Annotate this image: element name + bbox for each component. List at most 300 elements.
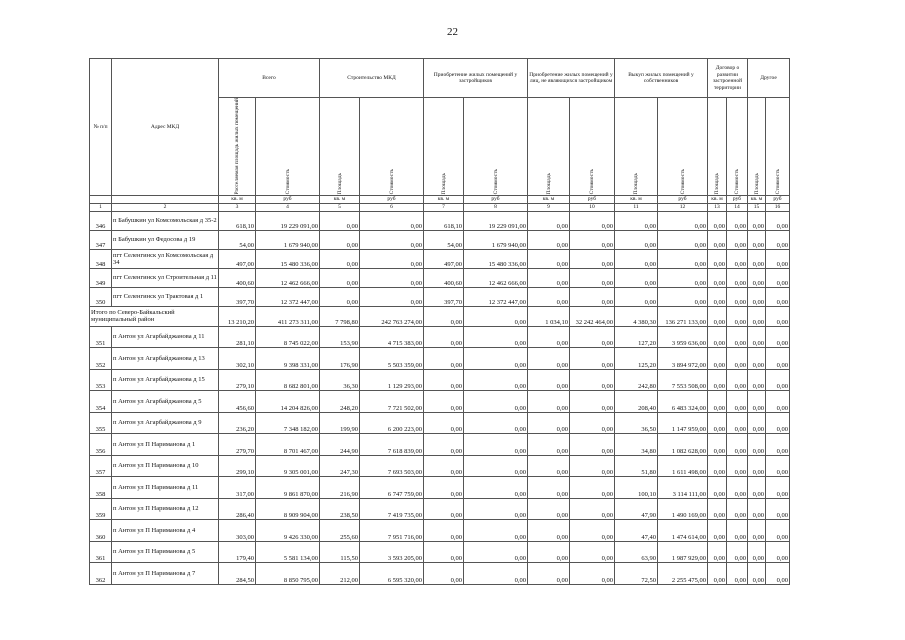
row-value: 8 745 022,00: [256, 326, 320, 348]
row-value: 8 701 467,00: [256, 434, 320, 456]
row-value: 12 372 447,00: [464, 287, 528, 306]
row-value: 3 593 205,00: [360, 541, 424, 563]
row-address: п Антон ул П Нариманова д 10: [112, 455, 219, 477]
row-value: 0,00: [708, 477, 727, 499]
row-value: 0,00: [464, 477, 528, 499]
row-value: 34,80: [615, 434, 658, 456]
row-value: 0,00: [748, 287, 766, 306]
row-value: 238,50: [320, 498, 360, 520]
row-value: 19 229 091,00: [464, 211, 528, 230]
table-row: [90, 563, 790, 585]
row-value: 0,00: [727, 230, 748, 249]
row-value: 0,00: [708, 391, 727, 413]
row-value: 279,70: [219, 434, 256, 456]
column-number: 3: [219, 203, 256, 211]
unit-cell: руб: [658, 195, 708, 203]
row-number: 358: [90, 477, 112, 499]
row-value: 0,00: [766, 434, 790, 456]
header-sub-7: [570, 98, 615, 196]
row-address: п Антон ул Агарбайджанова д 13: [112, 348, 219, 370]
row-address: п Антон ул П Нариманова д 4: [112, 520, 219, 542]
row-value: 36,50: [615, 412, 658, 434]
header-sub-1: [256, 98, 320, 196]
row-value: 400,60: [424, 268, 464, 287]
row-value: 0,00: [658, 230, 708, 249]
table-row: [90, 520, 790, 542]
row-value: 0,00: [528, 541, 570, 563]
row-value: 0,00: [748, 477, 766, 499]
row-address: пгт Селенгинск ул Трактовая д 1: [112, 287, 219, 306]
table-row: [90, 369, 790, 391]
row-value: 0,00: [727, 287, 748, 306]
header-sub-5: [464, 98, 528, 196]
row-value: 0,00: [464, 563, 528, 585]
row-number: 362: [90, 563, 112, 585]
row-value: 0,00: [570, 391, 615, 413]
row-value: 0,00: [360, 287, 424, 306]
table-row: [90, 391, 790, 413]
unit-cell: кв. м: [219, 195, 256, 203]
column-number: 6: [360, 203, 424, 211]
header-group-construction: Строительство МКД: [320, 59, 424, 98]
column-number: 5: [320, 203, 360, 211]
row-value: 0,00: [570, 434, 615, 456]
header-sub-8: [615, 98, 658, 196]
row-value: 1 147 959,00: [658, 412, 708, 434]
row-value: 0,00: [360, 230, 424, 249]
row-value: 0,00: [464, 412, 528, 434]
row-value: 0,00: [727, 348, 748, 370]
row-value: 497,00: [219, 249, 256, 268]
row-value: 0,00: [727, 249, 748, 268]
row-value: 0,00: [464, 348, 528, 370]
row-value: 0,00: [727, 563, 748, 585]
table-row: [90, 412, 790, 434]
row-value: 2 255 475,00: [658, 563, 708, 585]
row-value: 54,00: [219, 230, 256, 249]
row-value: 7 693 503,00: [360, 455, 424, 477]
unit-cell: руб: [360, 195, 424, 203]
row-value: 0,00: [708, 230, 727, 249]
row-value: 0,00: [708, 287, 727, 306]
total-value: 32 242 464,00: [570, 306, 615, 326]
header-sub-3: [360, 98, 424, 196]
row-value: 0,00: [615, 230, 658, 249]
row-value: 0,00: [748, 348, 766, 370]
header-sub-12: [748, 98, 766, 196]
row-value: 0,00: [570, 541, 615, 563]
row-value: 302,10: [219, 348, 256, 370]
row-value: 456,60: [219, 391, 256, 413]
unit-cell: кв. м: [424, 195, 464, 203]
row-value: 0,00: [766, 249, 790, 268]
row-value: 0,00: [528, 326, 570, 348]
row-value: 0,00: [360, 268, 424, 287]
row-value: 0,00: [708, 369, 727, 391]
header-sub-label: Стоимость: [774, 169, 781, 195]
row-value: 0,00: [424, 541, 464, 563]
row-value: 0,00: [766, 541, 790, 563]
unit-cell: кв. м: [708, 195, 727, 203]
row-value: 0,00: [424, 391, 464, 413]
row-value: 0,00: [424, 348, 464, 370]
table-row: [90, 541, 790, 563]
row-value: 19 229 091,00: [256, 211, 320, 230]
row-value: 0,00: [528, 348, 570, 370]
row-value: 0,00: [464, 326, 528, 348]
row-value: 0,00: [570, 455, 615, 477]
unit-cell: руб: [256, 195, 320, 203]
row-value: 397,70: [219, 287, 256, 306]
column-number: 11: [615, 203, 658, 211]
header-sub-label: Стоимость: [679, 169, 686, 195]
row-value: 0,00: [424, 326, 464, 348]
row-value: 0,00: [424, 498, 464, 520]
row-value: 0,00: [528, 563, 570, 585]
total-value: 0,00: [727, 306, 748, 326]
header-address: Адрес МКД: [112, 59, 219, 196]
row-value: 6 595 320,00: [360, 563, 424, 585]
row-value: 208,40: [615, 391, 658, 413]
row-value: 0,00: [320, 230, 360, 249]
row-number: 353: [90, 369, 112, 391]
header-sub-label: Площадь: [336, 173, 343, 195]
table-row: [90, 348, 790, 370]
row-value: 0,00: [424, 563, 464, 585]
row-value: 0,00: [748, 268, 766, 287]
row-value: 0,00: [570, 563, 615, 585]
row-value: 0,00: [570, 230, 615, 249]
header-group-purchase-non-developer: Приобретение жилых помещений у лиц, не являющихся застройщиком: [528, 59, 615, 98]
row-value: 0,00: [766, 455, 790, 477]
row-value: 1 082 628,00: [658, 434, 708, 456]
header-sub-label: Расселяемая площадь жилых помещений: [234, 98, 240, 195]
header-num: № п/п: [90, 59, 112, 196]
table-row: [90, 434, 790, 456]
row-value: 3 114 111,00: [658, 477, 708, 499]
row-address: пгт Селенгинск ул Строительная д 11: [112, 268, 219, 287]
row-value: 0,00: [708, 326, 727, 348]
row-address: п Антон ул П Нариманова д 5: [112, 541, 219, 563]
total-value: 13 210,20: [219, 306, 256, 326]
row-value: 212,00: [320, 563, 360, 585]
row-value: 0,00: [727, 477, 748, 499]
row-value: 400,60: [219, 268, 256, 287]
row-value: 0,00: [360, 211, 424, 230]
row-value: 0,00: [464, 541, 528, 563]
header-sub-label: Стоимость: [589, 169, 595, 195]
row-value: 0,00: [464, 369, 528, 391]
row-number: 347: [90, 230, 112, 249]
row-value: 7 618 839,00: [360, 434, 424, 456]
header-sub-label: Площадь: [633, 173, 639, 195]
row-value: 0,00: [464, 455, 528, 477]
row-value: 0,00: [320, 287, 360, 306]
total-value: 4 380,30: [615, 306, 658, 326]
row-value: 248,20: [320, 391, 360, 413]
row-value: 0,00: [528, 230, 570, 249]
row-address: п Антон ул Агарбайджанова д 9: [112, 412, 219, 434]
row-value: 0,00: [615, 268, 658, 287]
row-value: 0,00: [528, 434, 570, 456]
header-group-buyout: Выкуп жилых помещений у собственников: [615, 59, 708, 98]
row-address: п Антон ул П Нариманова д 11: [112, 477, 219, 499]
table-row: [90, 287, 790, 306]
row-address: п Антон ул П Нариманова д 7: [112, 563, 219, 585]
row-value: 0,00: [708, 249, 727, 268]
column-number: 12: [658, 203, 708, 211]
row-value: 0,00: [320, 268, 360, 287]
row-value: 0,00: [708, 455, 727, 477]
row-value: 0,00: [766, 391, 790, 413]
row-value: 0,00: [708, 563, 727, 585]
row-value: 4 715 383,00: [360, 326, 424, 348]
row-value: 0,00: [727, 498, 748, 520]
total-value: 0,00: [766, 306, 790, 326]
row-value: 244,90: [320, 434, 360, 456]
row-value: 0,00: [528, 455, 570, 477]
row-value: 0,00: [748, 391, 766, 413]
row-value: 115,50: [320, 541, 360, 563]
row-value: 176,90: [320, 348, 360, 370]
total-value: 242 763 274,00: [360, 306, 424, 326]
row-address: п Антон ул Агарбайджанова д 11: [112, 326, 219, 348]
row-value: 0,00: [570, 211, 615, 230]
total-value: 1 034,10: [528, 306, 570, 326]
row-value: 0,00: [748, 498, 766, 520]
column-number: 10: [570, 203, 615, 211]
row-value: 0,00: [748, 249, 766, 268]
row-value: 0,00: [748, 369, 766, 391]
row-value: 3 894 972,00: [658, 348, 708, 370]
row-number: 346: [90, 211, 112, 230]
unit-cell: кв. м: [320, 195, 360, 203]
row-number: 348: [90, 249, 112, 268]
row-value: 0,00: [424, 369, 464, 391]
row-value: 5 503 359,00: [360, 348, 424, 370]
row-value: 0,00: [727, 412, 748, 434]
column-number: 9: [528, 203, 570, 211]
row-value: 0,00: [748, 326, 766, 348]
row-address: п Антон ул П Нариманова д 1: [112, 434, 219, 456]
header-sub-label: Стоимость: [284, 169, 291, 195]
row-value: 0,00: [528, 498, 570, 520]
row-value: 47,90: [615, 498, 658, 520]
row-value: 0,00: [727, 541, 748, 563]
column-number: 15: [748, 203, 766, 211]
row-value: 7 721 502,00: [360, 391, 424, 413]
total-label: Итого по Северо-Байкальский муниципальный район: [90, 306, 219, 326]
row-value: 199,90: [320, 412, 360, 434]
row-value: 299,10: [219, 455, 256, 477]
row-value: 0,00: [748, 563, 766, 585]
row-address: п Антон ул П Нариманова д 12: [112, 498, 219, 520]
row-value: 284,50: [219, 563, 256, 585]
row-number: 357: [90, 455, 112, 477]
header-sub-label: Площадь: [440, 173, 447, 195]
table-row: [90, 230, 790, 249]
header-sub-label: Площадь: [545, 173, 552, 195]
header-sub-13: [766, 98, 790, 196]
row-value: 0,00: [708, 541, 727, 563]
row-value: 0,00: [615, 249, 658, 268]
row-value: 100,10: [615, 477, 658, 499]
header-group-development-agreement: Договор о развитии застроенной территории: [708, 59, 748, 98]
row-value: 47,40: [615, 520, 658, 542]
header-group-purchase-developer: Приобретение жилых помещений у застройщиков: [424, 59, 528, 98]
total-value: 136 271 133,00: [658, 306, 708, 326]
column-number: 1: [90, 203, 112, 211]
row-value: 1 611 498,00: [658, 455, 708, 477]
row-value: 1 474 614,00: [658, 520, 708, 542]
page-number: 22: [447, 26, 458, 38]
row-value: 0,00: [766, 520, 790, 542]
row-value: 8 682 801,00: [256, 369, 320, 391]
unit-cell: руб: [464, 195, 528, 203]
row-value: 0,00: [658, 249, 708, 268]
row-value: 0,00: [708, 268, 727, 287]
row-value: 9 861 870,00: [256, 477, 320, 499]
unit-cell: руб: [570, 195, 615, 203]
unit-cell: кв. м: [528, 195, 570, 203]
row-value: 1 679 940,00: [256, 230, 320, 249]
row-value: 72,50: [615, 563, 658, 585]
row-address: п Бабушкин ул Федосова д 19: [112, 230, 219, 249]
row-value: 247,30: [320, 455, 360, 477]
row-value: 6 200 223,00: [360, 412, 424, 434]
row-value: 0,00: [766, 563, 790, 585]
header-sub-11: [727, 98, 748, 196]
row-value: 0,00: [424, 520, 464, 542]
row-value: 0,00: [528, 391, 570, 413]
row-value: 6 483 324,00: [658, 391, 708, 413]
row-value: 7 553 508,00: [658, 369, 708, 391]
row-address: п Антон ул Агарбайджанова д 15: [112, 369, 219, 391]
unit-cell: кв. м: [748, 195, 766, 203]
row-value: 281,10: [219, 326, 256, 348]
row-value: 0,00: [727, 391, 748, 413]
row-value: 0,00: [766, 326, 790, 348]
row-value: 9 426 330,00: [256, 520, 320, 542]
row-value: 0,00: [464, 520, 528, 542]
row-value: 303,00: [219, 520, 256, 542]
row-value: 0,00: [528, 369, 570, 391]
row-value: 0,00: [424, 412, 464, 434]
row-value: 0,00: [766, 477, 790, 499]
row-value: 0,00: [727, 369, 748, 391]
row-value: 0,00: [464, 434, 528, 456]
row-value: 0,00: [570, 369, 615, 391]
row-address: п Антон ул Агарбайджанова д 5: [112, 391, 219, 413]
row-value: 0,00: [570, 498, 615, 520]
row-value: 497,00: [424, 249, 464, 268]
row-value: 1 679 940,00: [464, 230, 528, 249]
row-value: 127,20: [615, 326, 658, 348]
row-value: 1 490 169,00: [658, 498, 708, 520]
row-value: 618,10: [219, 211, 256, 230]
row-value: 0,00: [424, 455, 464, 477]
column-number: 16: [766, 203, 790, 211]
row-value: 0,00: [748, 541, 766, 563]
table-row: [90, 455, 790, 477]
column-number: 7: [424, 203, 464, 211]
row-value: 0,00: [708, 520, 727, 542]
header-group-total: Всего: [219, 59, 320, 98]
header-sub-label: Площадь: [714, 173, 720, 195]
row-value: 0,00: [464, 498, 528, 520]
row-number: 360: [90, 520, 112, 542]
row-value: 15 480 336,00: [464, 249, 528, 268]
row-value: 0,00: [727, 211, 748, 230]
row-value: 0,00: [727, 434, 748, 456]
column-number: 8: [464, 203, 528, 211]
column-number: 2: [112, 203, 219, 211]
header-sub-2: [320, 98, 360, 196]
row-value: 51,80: [615, 455, 658, 477]
row-value: 0,00: [748, 520, 766, 542]
row-value: 0,00: [766, 287, 790, 306]
row-value: 236,20: [219, 412, 256, 434]
row-number: 355: [90, 412, 112, 434]
table-row: [90, 211, 790, 230]
row-value: 0,00: [748, 455, 766, 477]
row-value: 279,10: [219, 369, 256, 391]
row-value: 12 462 666,00: [256, 268, 320, 287]
row-value: 0,00: [708, 434, 727, 456]
row-value: 7 951 716,00: [360, 520, 424, 542]
total-value: 411 273 311,00: [256, 306, 320, 326]
row-value: 54,00: [424, 230, 464, 249]
row-value: 0,00: [748, 230, 766, 249]
row-value: 12 462 666,00: [464, 268, 528, 287]
row-value: 0,00: [570, 249, 615, 268]
row-value: 7 419 735,00: [360, 498, 424, 520]
row-value: 0,00: [528, 477, 570, 499]
row-value: 1 129 293,00: [360, 369, 424, 391]
row-value: 179,40: [219, 541, 256, 563]
row-value: 15 480 336,00: [256, 249, 320, 268]
row-value: 0,00: [708, 498, 727, 520]
row-value: 255,60: [320, 520, 360, 542]
header-sub-label: Стоимость: [492, 169, 499, 195]
row-value: 317,00: [219, 477, 256, 499]
row-value: 242,80: [615, 369, 658, 391]
header-sub-6: [528, 98, 570, 196]
unit-cell: кв. м: [615, 195, 658, 203]
row-value: 0,00: [658, 211, 708, 230]
unit-cell: руб: [766, 195, 790, 203]
row-value: 14 204 826,00: [256, 391, 320, 413]
row-value: 0,00: [528, 249, 570, 268]
row-value: 0,00: [570, 326, 615, 348]
row-value: 216,90: [320, 477, 360, 499]
row-value: 0,00: [570, 268, 615, 287]
row-value: 1 987 929,00: [658, 541, 708, 563]
table-row: [90, 268, 790, 287]
row-value: 8 909 904,00: [256, 498, 320, 520]
row-number: 350: [90, 287, 112, 306]
row-number: 352: [90, 348, 112, 370]
row-value: 0,00: [727, 326, 748, 348]
header-sub-9: [658, 98, 708, 196]
row-value: 0,00: [748, 211, 766, 230]
row-value: 3 959 636,00: [658, 326, 708, 348]
row-value: 36,30: [320, 369, 360, 391]
row-value: 0,00: [766, 348, 790, 370]
row-value: 0,00: [320, 249, 360, 268]
row-value: 0,00: [748, 434, 766, 456]
row-value: 0,00: [708, 412, 727, 434]
